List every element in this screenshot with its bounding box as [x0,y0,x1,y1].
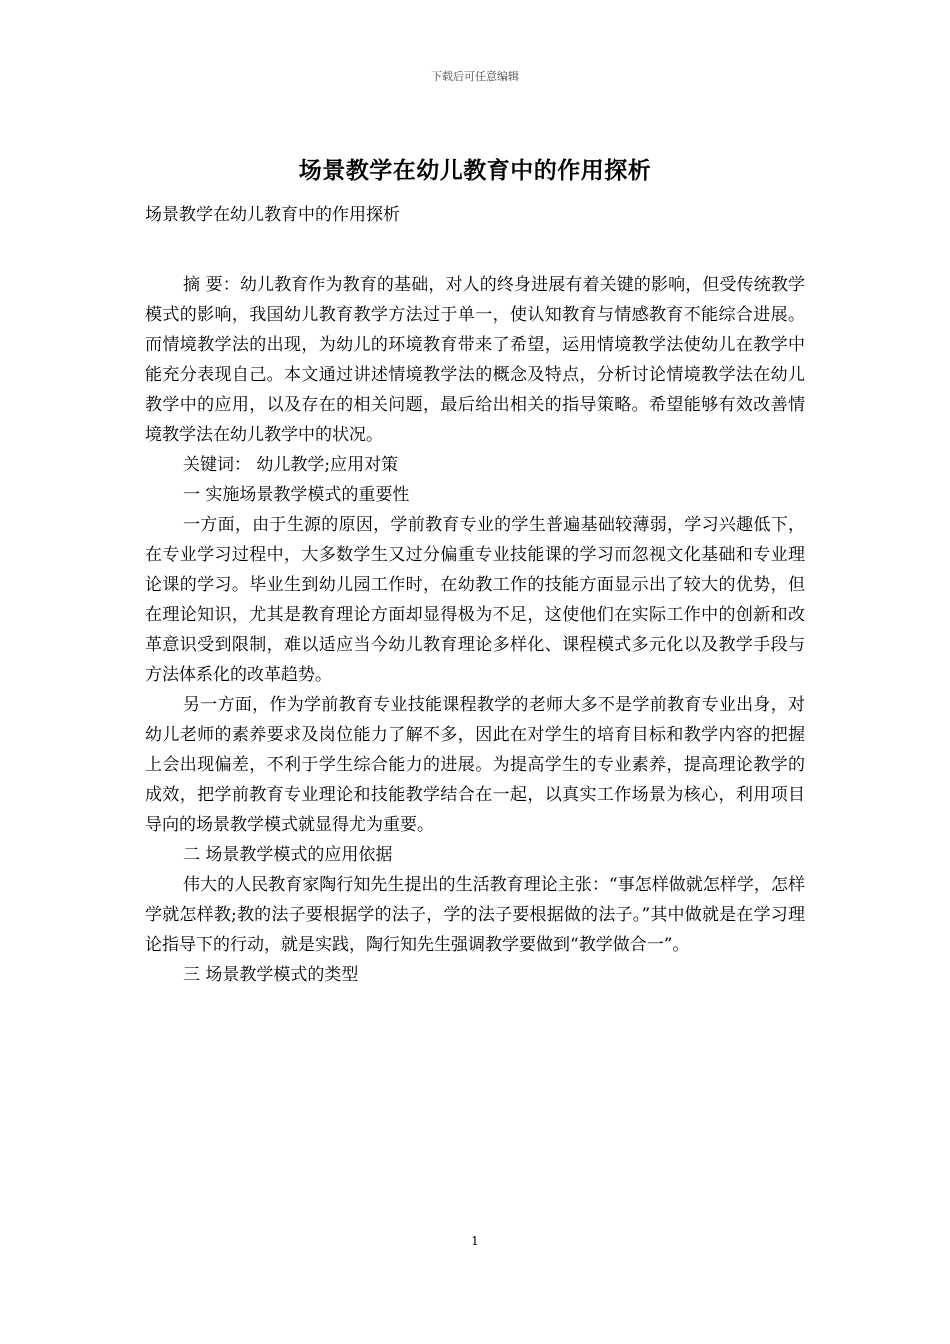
body-paragraph: 伟大的人民教育家陶行知先生提出的生活教育理论主张：“事怎样做就怎样学，怎样学就怎样教;教的法子要根据学的法子，学的法子要根据做的法子。”其中做就是在学习理论指导下的行动，就是实践，陶行知先生强调教学要做到“教学做合一”。 [145,875,805,955]
section-heading-1: 一 实施场景教学模式的重要性 [183,485,410,505]
abstract-paragraph: 摘 要：幼儿教育作为教育的基础，对人的终身进展有着关键的影响，但受传统教学模式的影响，我国幼儿教育教学方法过于单一，使认知教育与情感教育不能综合进展。而情境教学法的出现，为幼儿的环境教育带来了希望，运用情境教学法使幼儿在教学中能充分表现自己。本文通过讲述情境教学法的概念及特点，分析讨论情境教学法在幼儿教学中的应用，以及存在的相关问题，最后给出相关的指导策略。希望能够有效改善情境教学法在幼儿教学中的状况。 [145,275,805,445]
document-body [145,270,805,990]
section-heading-3: 三 场景教学模式的类型 [183,965,359,985]
section-heading-2: 二 场景教学模式的应用依据 [183,845,393,865]
document-title: 场景教学在幼儿教育中的作用探析 [298,157,652,184]
header-note: 下载后可任意编辑 [431,70,519,83]
keywords-line: 关键词： 幼儿教学;应用对策 [183,455,399,475]
body-paragraph: 另一方面，作为学前教育专业技能课程教学的老师大多不是学前教育专业出身，对幼儿老师的素养要求及岗位能力了解不多，因此在对学生的培育目标和教学内容的把握上会出现偏差，不利于学生综合能力的进展。为提高学生的专业素养，提高理论教学的成效，把学前教育专业理论和技能教学结合在一起，以真实工作场景为核心，利用项目导向的场景教学模式就显得尤为重要。 [145,695,805,835]
document-subtitle: 场景教学在幼儿教育中的作用探析 [145,205,400,225]
page-number: 1 [471,1234,479,1248]
body-paragraph: 一方面，由于生源的原因，学前教育专业的学生普遍基础较薄弱，学习兴趣低下，在专业学习过程中，大多数学生又过分偏重专业技能课的学习而忽视文化基础和专业理论课的学习。毕业生到幼儿园工作时，在幼教工作的技能方面显示出了较大的优势，但在理论知识，尤其是教育理论方面却显得极为不足，这使他们在实际工作中的创新和改革意识受到限制，难以适应当今幼儿教育理论多样化、课程模式多元化以及教学手段与方法体系化的改革趋势。 [145,515,805,685]
